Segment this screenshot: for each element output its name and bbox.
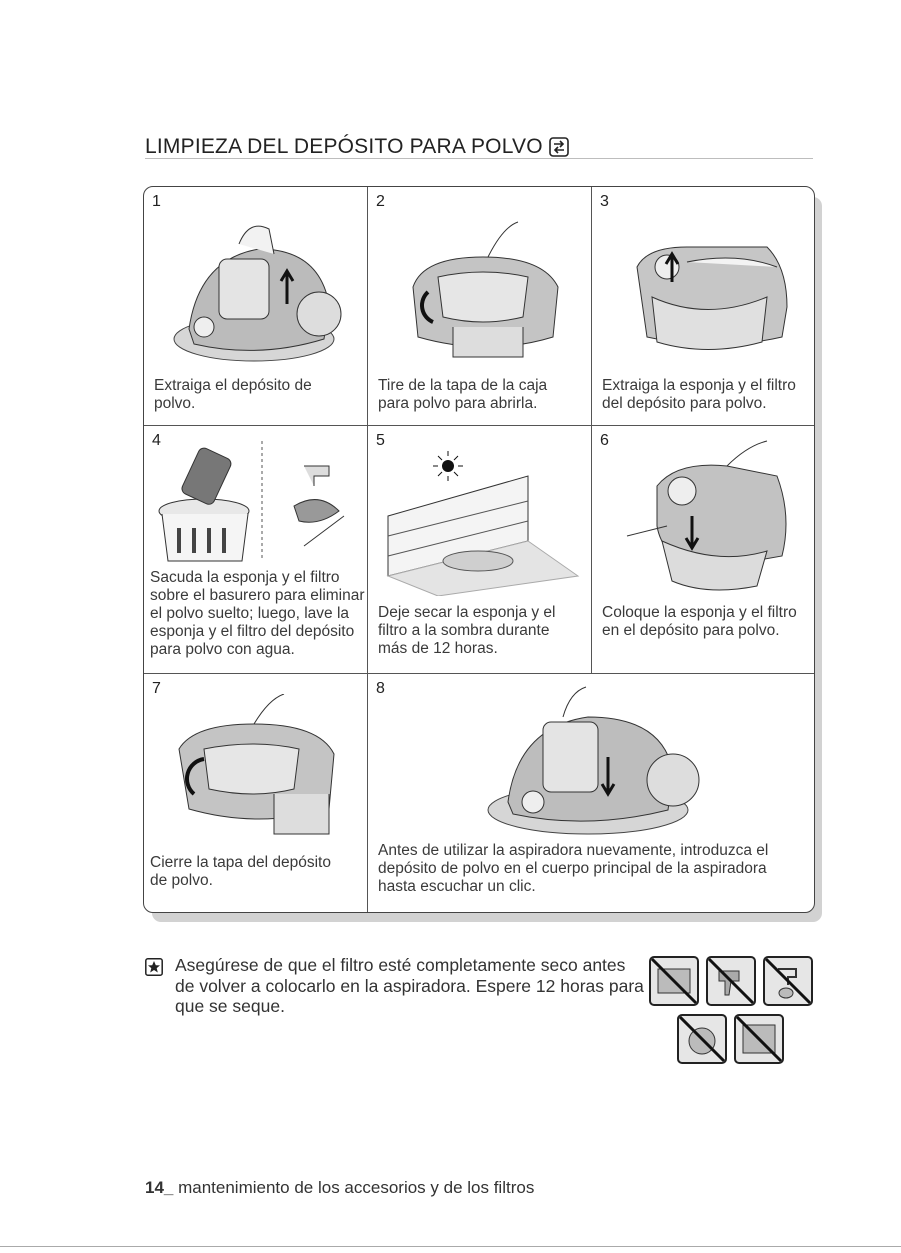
vacuum-remove-bin-illustration	[159, 209, 349, 369]
step-number: 4	[152, 432, 161, 449]
page-footer	[145, 1178, 534, 1198]
step-6	[592, 426, 814, 673]
footer-section-title: mantenimiento de los accesorios y de los filtros	[173, 1178, 535, 1197]
step-5	[368, 426, 591, 673]
step-3	[592, 187, 814, 425]
no-washer-icon	[676, 1013, 728, 1065]
insert-sponge-illustration	[617, 436, 797, 596]
step-caption: Extraiga la esponja y el filtro del depósito para polvo.	[602, 377, 796, 412]
note-text: Asegúrese de que el filtro esté completamente seco antes de volver a colocarlo en la aspiradora. Espere 12 horas para que se seque.	[175, 955, 644, 1016]
step-caption: Extraiga el depósito de polvo.	[154, 377, 312, 412]
remove-sponge-illustration	[617, 227, 797, 367]
no-oven-icon	[733, 1013, 785, 1065]
step-caption: Tire de la tapa de la caja para polvo para abrirla.	[378, 377, 548, 412]
step-number: 5	[376, 432, 385, 449]
step-caption: Antes de utilizar la aspiradora nuevamente, introduzca el depósito de polvo en el cuerpo principal de la aspiradora hasta escuchar un clic.	[378, 842, 769, 895]
page-title	[145, 135, 569, 159]
step-caption: Coloque la esponja y el filtro en el depósito para polvo.	[602, 604, 797, 639]
step-caption: Sacuda la esponja y el filtro sobre el basurero para eliminar el polvo suelto; luego, lave la esponja y el filtro del depósito para polvo con agua.	[150, 569, 365, 658]
step-number: 2	[376, 193, 385, 210]
page-title-text: LIMPIEZA DEL DEPÓSITO PARA POLVO	[145, 135, 543, 158]
step-8	[368, 674, 814, 912]
title-divider	[145, 158, 813, 159]
no-microwave-icon	[648, 955, 700, 1007]
close-lid-illustration	[164, 694, 349, 844]
step-4	[144, 426, 367, 673]
wash-filter-illustration	[154, 436, 359, 566]
step-1	[144, 187, 367, 425]
eject-icon	[549, 137, 569, 157]
vacuum-insert-bin-illustration	[458, 682, 718, 842]
step-2	[368, 187, 591, 425]
step-7	[144, 674, 367, 912]
no-hairdryer-icon	[705, 955, 757, 1007]
step-caption: Deje secar la esponja y el filtro a la sombra durante más de 12 horas.	[378, 604, 556, 657]
step-number: 8	[376, 680, 385, 697]
star-icon	[145, 958, 163, 976]
no-tap-icon	[762, 955, 814, 1007]
step-number: 6	[600, 432, 609, 449]
step-number: 7	[152, 680, 161, 697]
open-lid-illustration	[393, 217, 573, 367]
step-number: 3	[600, 193, 609, 210]
page-number: 14_	[145, 1178, 174, 1197]
step-number: 1	[152, 193, 161, 210]
steps-panel	[143, 186, 815, 913]
footer-divider	[0, 1246, 901, 1247]
dry-in-shade-illustration	[378, 446, 583, 596]
step-caption: Cierre la tapa del depósito de polvo.	[150, 854, 331, 889]
